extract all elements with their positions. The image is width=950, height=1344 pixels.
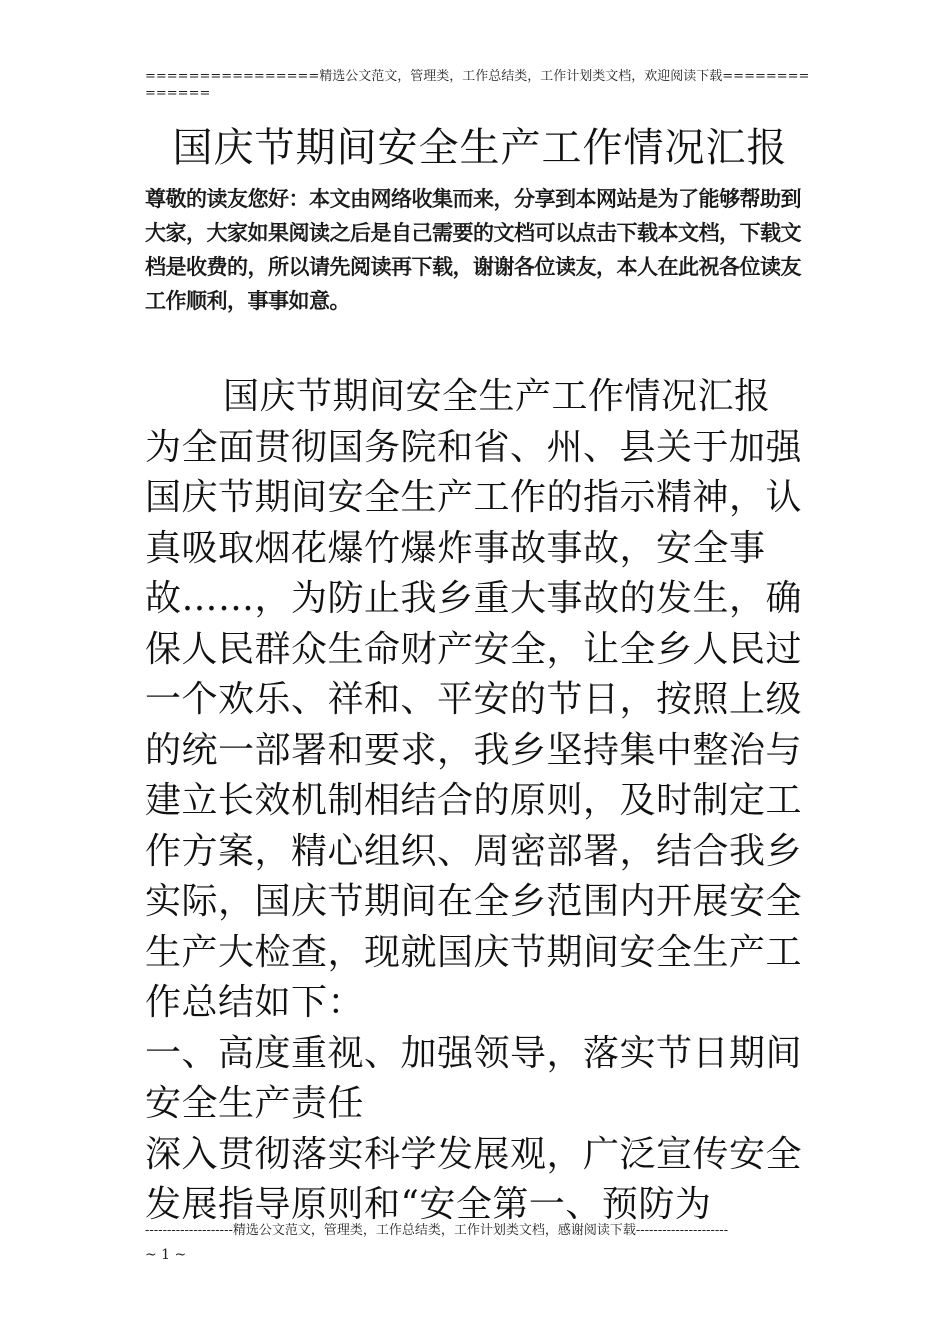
body-title: 国庆节期间安全生产工作情况汇报 (223, 376, 771, 417)
page-number: ~ 1 ~ (145, 1247, 187, 1263)
document-title: 国庆节期间安全生产工作情况汇报 (172, 125, 788, 171)
reader-notice: 尊敬的读友您好：本文由网络收集而来，分享到本网站是为了能够帮助到大家，大家如果阅读之后是自己需要的文档可以点击下载本文档，下载文档是收费的，所以请先阅读再下载，谢谢各位读友，本人在此祝各位读友工作顺利，事事如意。 (145, 187, 801, 313)
section-heading-1: 一、高度重视、加强领导，落实节日期间安全生产责任 (145, 1032, 803, 1124)
paragraph-2: 深入贯彻落实科学发展观，广泛宣传安全发展指导原则和“安全第一、预防为 (145, 1133, 803, 1225)
document-body (145, 372, 810, 1231)
header-banner: ================精选公文范文，管理类，工作总结类，工作计划类文档，欢迎阅读下载============== (145, 69, 810, 101)
footer-banner: --------------------精选公文范文，管理类，工作总结类，工作计划类文档，感谢阅读下载--------------------- (145, 1223, 729, 1238)
paragraph-1: 为全面贯彻国务院和省、州、县关于加强国庆节期间安全生产工作的指示精神，认真吸取烟花爆竹爆炸事故事故，安全事故……，为防止我乡重大事故的发生，确保人民群众生命财产安全，让全乡人民过一个欢乐、祥和、平安的节日，按照上级的统一部署和要求，我乡坚持集中整治与建立长效机制相结合的原则，及时制定工作方案，精心组织、周密部署，结合我乡实际，国庆节期间在全乡范围内开展安全生产大检查，现就国庆节期间安全生产工作总结如下： (145, 426, 803, 1023)
